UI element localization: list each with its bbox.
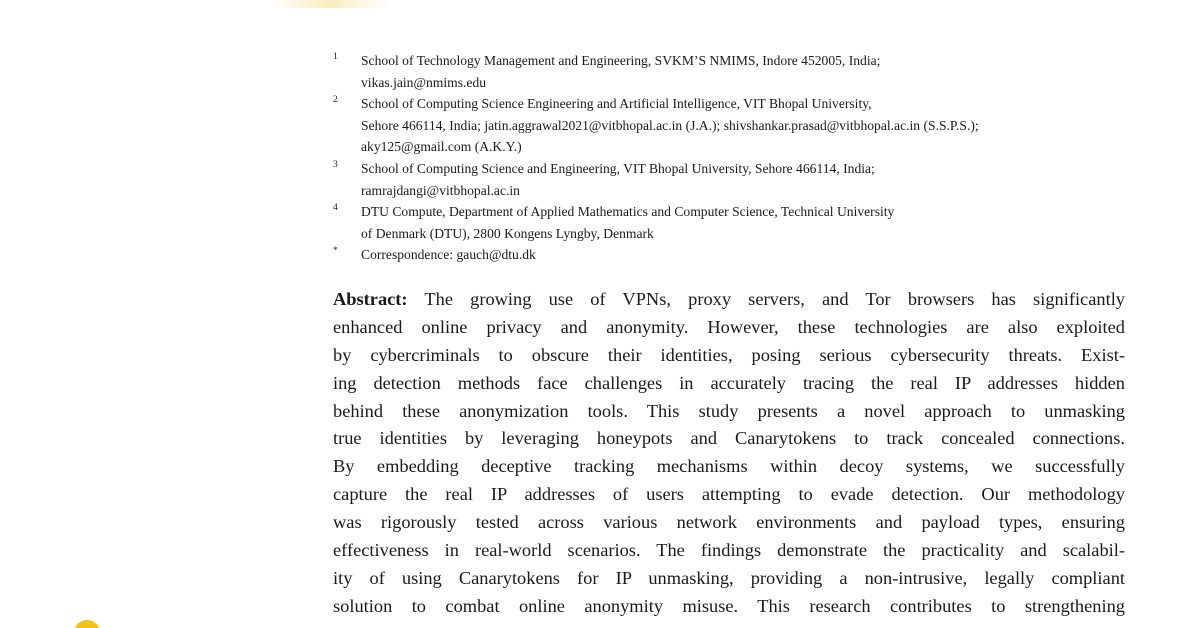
affiliation-number: 1 <box>333 52 338 62</box>
abstract-text: The growing use of VPNs, proxy servers, and Tor browsers has significantly <box>424 289 1125 309</box>
abstract-line: was rigorously tested across various network environments and payload types, ensuring <box>333 512 1125 533</box>
check-for-updates-icon[interactable] <box>74 620 100 628</box>
affiliation-line[interactable]: Sehore 466114, India; jatin.aggrawal2021@vitbhopal.ac.in (J.A.); shivshankar.prasad@vitbhopal.ac.in (S.S.P.S.); <box>361 117 979 133</box>
top-decoration <box>270 0 390 8</box>
affiliation-4 <box>333 201 1163 244</box>
affiliations-list <box>333 50 1163 266</box>
abstract <box>333 286 1125 621</box>
affiliation-2 <box>333 93 1163 158</box>
affiliation-line: of Denmark (DTU), 2800 Kongens Lyngby, Denmark <box>361 225 654 241</box>
affiliation-email[interactable]: aky125@gmail.com (A.K.Y.) <box>361 139 522 155</box>
affiliation-email[interactable]: ramrajdangi@vitbhopal.ac.in <box>361 182 520 198</box>
affiliation-number: 3 <box>333 159 338 170</box>
abstract-line: ity of using Canarytokens for IP unmasking, providing a non-intrusive, legally compliant <box>333 567 1125 588</box>
abstract-line: effectiveness in real-world scenarios. The findings demonstrate the practicality and scalabil- <box>333 540 1125 561</box>
correspondence-mark: * <box>333 246 338 257</box>
abstract-line: ing detection methods face challenges in accurately tracing the real IP addresses hidden <box>333 372 1125 393</box>
abstract-line: by cybercriminals to obscure their identities, posing serious cybersecurity threats. Exist- <box>333 344 1125 365</box>
abstract-line: By embedding deceptive tracking mechanisms within decoy systems, we successfully <box>333 456 1125 477</box>
affiliation-number: 2 <box>333 95 338 106</box>
abstract-line: capture the real IP addresses of users attempting to evade detection. Our methodology <box>333 484 1125 505</box>
abstract-line: true identities by leveraging honeypots and Canarytokens to track concealed connections. <box>333 428 1125 449</box>
abstract-line <box>333 286 1125 314</box>
affiliation-line: DTU Compute, Department of Applied Mathematics and Computer Science, Technical University <box>361 204 895 220</box>
affiliation-1 <box>333 50 1163 93</box>
affiliation-email[interactable]: vikas.jain@nmims.edu <box>361 74 487 90</box>
abstract-line: solution to combat online anonymity misuse. This research contributes to strengthening <box>333 595 1125 616</box>
affiliation-number: 4 <box>333 203 338 214</box>
correspondence-email[interactable]: Correspondence: gauch@dtu.dk <box>361 247 536 263</box>
abstract-line: enhanced online privacy and anonymity. However, these technologies are also exploited <box>333 316 1125 337</box>
abstract-line: behind these anonymization tools. This study presents a novel approach to unmasking <box>333 400 1125 421</box>
affiliation-line: School of Technology Management and Engineering, SVKM’S NMIMS, Indore 452005, India; <box>361 53 881 68</box>
affiliation-line: School of Computing Science and Engineering, VIT Bhopal University, Sehore 466114, India; <box>361 160 875 176</box>
affiliation-line: School of Computing Science Engineering and Artificial Intelligence, VIT Bhopal University, <box>361 96 872 112</box>
affiliation-3 <box>333 158 1163 201</box>
abstract-label: Abstract: <box>333 289 408 309</box>
correspondence <box>333 244 1163 266</box>
